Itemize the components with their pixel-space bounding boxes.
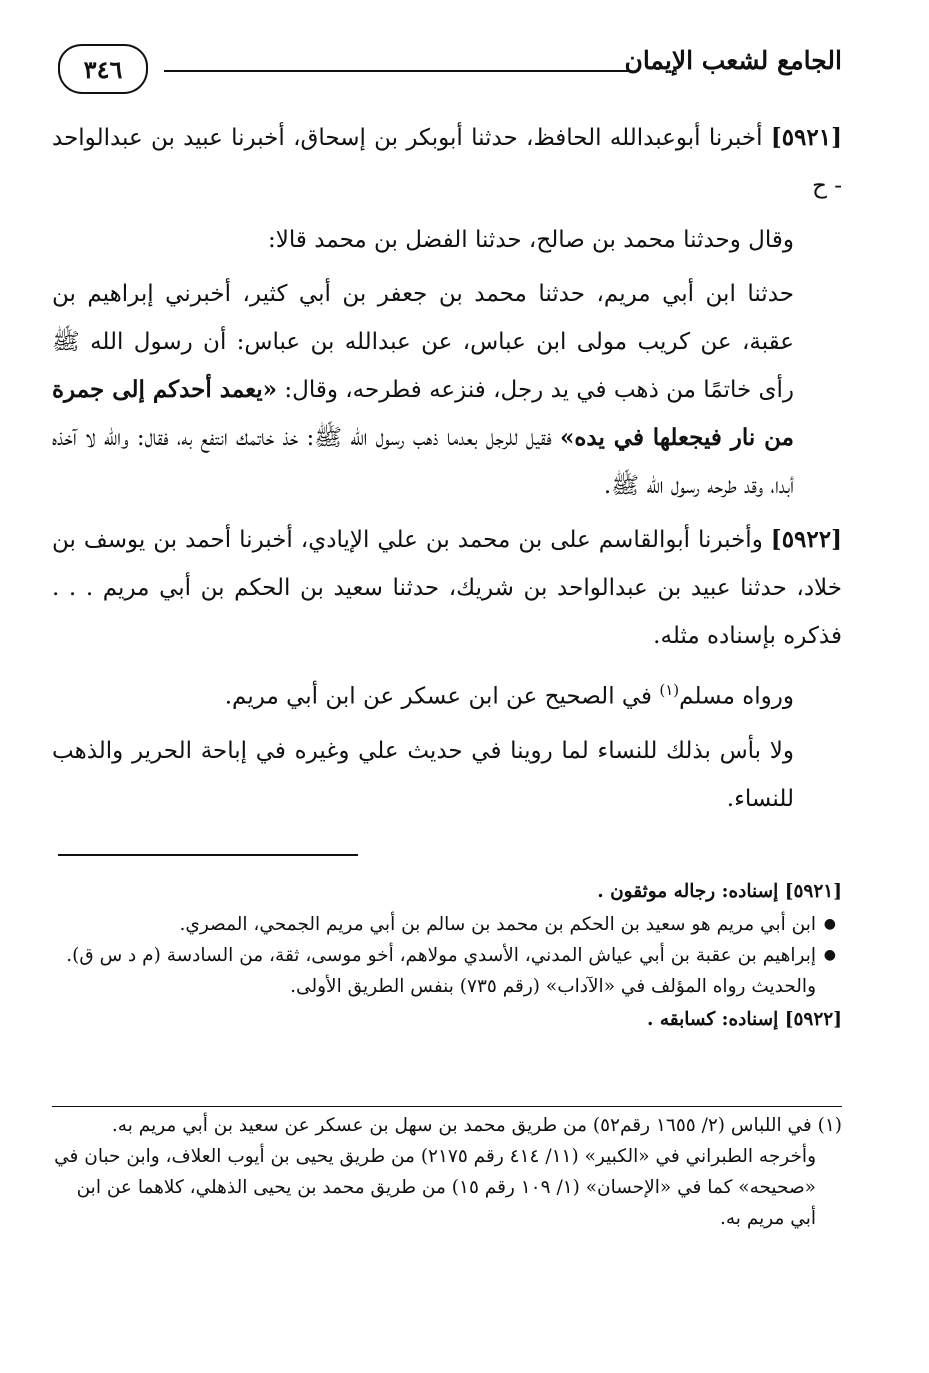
hadith-5921-paragraph bbox=[52, 114, 842, 210]
paragraph-5 bbox=[52, 666, 842, 721]
header-rule bbox=[164, 70, 630, 72]
hadith-number: [٥٩٢١] bbox=[770, 124, 843, 151]
hadith-text: أخبرنا أبوعبدالله الحافظ، حدثنا أبوبكر بن إسحاق، أخبرنا عبيد بن عبدالواحد - ح bbox=[52, 125, 842, 199]
book-title: الجامع لشعب الإيمان bbox=[624, 46, 842, 75]
footnotes bbox=[52, 1110, 842, 1234]
footnote-1-continuation: وأخرجه الطبراني في «الكبير» (١١/ ٤١٤ رقم ٢١٧٥) من طريق يحيى بن أيوب العلاف، وابن حبان في «صحيحه» كما في «الإحسان» (١/ ١٠٩ رقم ١٥) من طريق محمد بن يحيى الذهلي، كلاهما عن ابن أبي مريم به. bbox=[54, 1146, 816, 1229]
bullet-item: ● ابن أبي مريم هو سعيد بن الحكم بن محمد بن سالم بن أبي مريم الجمحي، المصري. bbox=[52, 909, 816, 940]
note-bullets bbox=[52, 909, 842, 971]
hadith-number: [٥٩٢٢] bbox=[770, 526, 842, 553]
paragraph-2: وقال وحدثنا محمد بن صالح، حدثنا الفضل بن محمد قالا: bbox=[268, 227, 794, 253]
paragraph-5-part-b: في الصحيح عن ابن عسكر عن ابن أبي مريم. bbox=[224, 683, 660, 710]
paragraph-3-part-b: فقيل للرجل بعدما ذهب رسول الله ﷺ: خذ خاتمك انتفع به، فقال: والله لا آخذه أبدا، وقد طرحه رسول الله ﷺ. bbox=[52, 425, 794, 499]
paragraph-3 bbox=[52, 270, 842, 510]
page-number: ٣٤٦ bbox=[83, 54, 123, 84]
hadith-5922-paragraph bbox=[52, 516, 842, 660]
note-5921-tail: والحديث رواه المؤلف في «الآداب» (رقم ٧٣٥) بنفس الطريق الأولى. bbox=[290, 976, 816, 997]
page-header bbox=[52, 34, 842, 98]
paragraph-3-part-a: حدثنا ابن أبي مريم، حدثنا محمد بن جعفر بن أبي كثير، أخبرني إبراهيم بن عقبة، عن كريب مولى ابن عباس، عن عبدالله بن عباس: أن رسول الله ﷺ رأى خاتمًا من ذهب في يد رجل، فنزعه فطرحه، وقال: bbox=[52, 281, 795, 403]
paragraph-5-part-a: ورواه مسلم bbox=[679, 683, 794, 710]
main-text bbox=[52, 114, 842, 823]
page-number-badge bbox=[58, 44, 148, 94]
isnad-notes bbox=[52, 876, 842, 1037]
hadith-text: وأخبرنا أبوالقاسم على بن محمد بن علي الإيادي، أخبرنا أحمد بن يوسف بن خلاد، حدثنا عبيد بن عبدالواحد بن شريك، حدثنا سعيد بن الحكم بن أبي مريم . . . فذكره بإسناده مثله. bbox=[52, 527, 842, 649]
prophetic-saying: «يعمد أحدكم إلى جمرة من نار فيجعلها في يده» bbox=[52, 376, 795, 451]
footnote-ref: (١) bbox=[659, 681, 680, 699]
footnote-1-line-1: (١) في اللباس (٢/ ١٦٥٥ رقم٥٢) من طريق محمد بن سهل بن عسكر عن سعيد بن أبي مريم به. bbox=[111, 1115, 842, 1136]
paragraph-6: ولا بأس بذلك للنساء لما روينا في حديث علي وغيره في إباحة الحرير والذهب للنساء. bbox=[52, 737, 794, 812]
book-page bbox=[52, 34, 842, 1334]
footnote-rule bbox=[52, 1106, 842, 1107]
note-5922: [٥٩٢٢] إسناده: كسابقه . bbox=[646, 1009, 842, 1030]
note-5921-heading: [٥٩٢١] إسناده: رجاله موثقون . bbox=[597, 881, 842, 902]
bullet-item: ● إبراهيم بن عقبة بن أبي عياش المدني، الأسدي مولاهم، أخو موسى، ثقة، من السادسة (م د س ق). bbox=[52, 940, 816, 971]
notes-separator bbox=[58, 854, 358, 856]
